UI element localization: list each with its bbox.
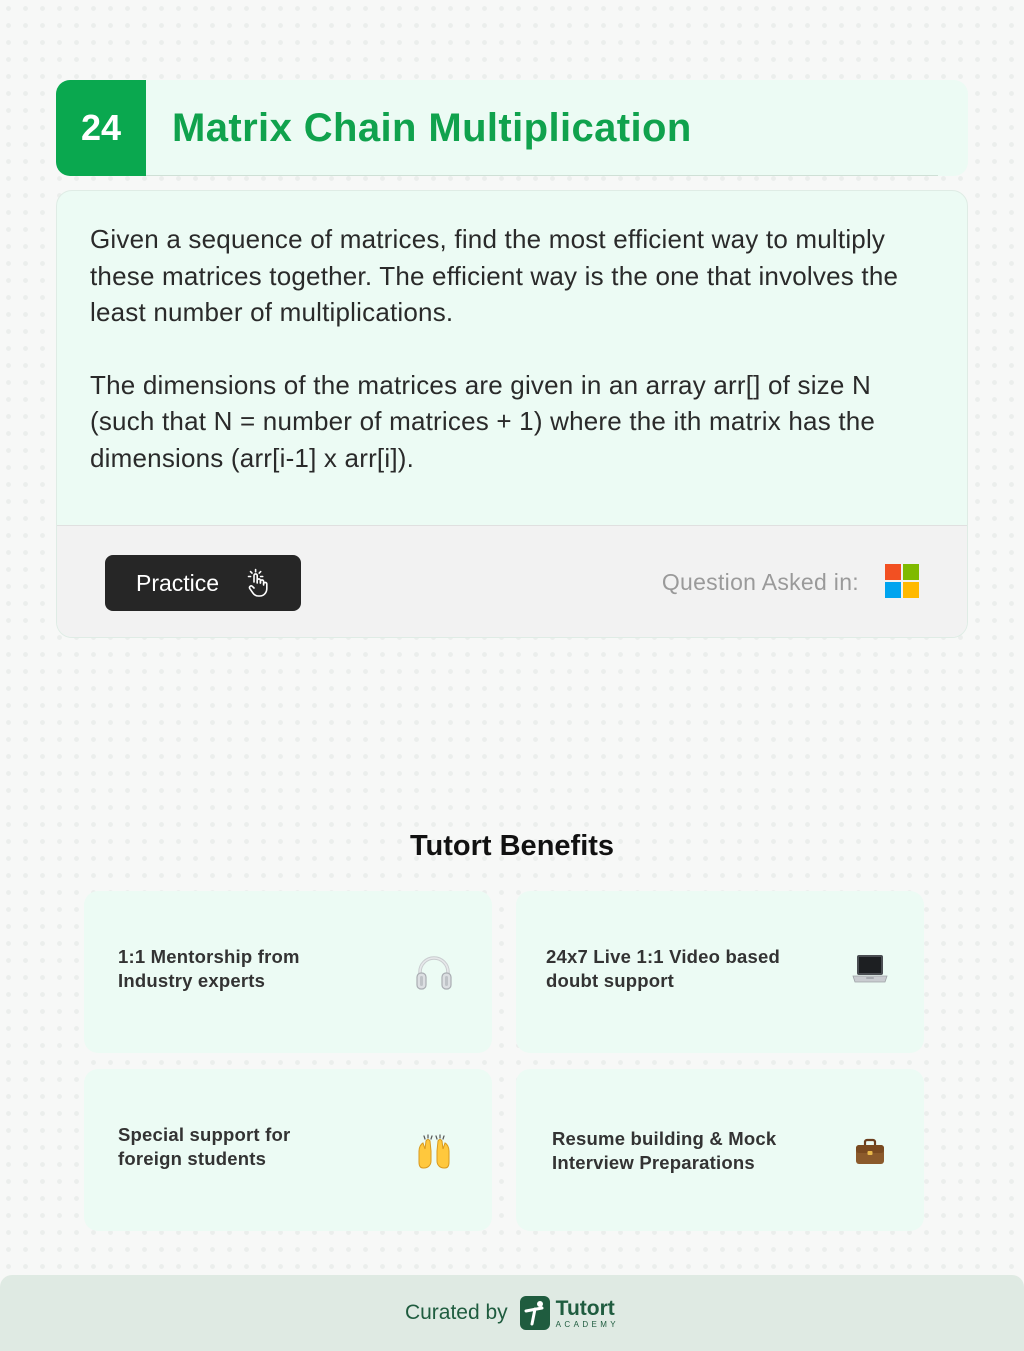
- raising-hands-icon: [414, 1133, 454, 1173]
- benefit-label: [118, 1123, 290, 1171]
- problem-paragraph-2: The dimensions of the matrices are given in an array arr[] of size N (such that N = number of matrices + 1) where the ith matrix has the dimensions (arr[i-1] x arr[i]).: [90, 369, 876, 473]
- benefit-label-line: Resume building & Mock: [552, 1128, 777, 1149]
- benefit-label-line: Special support for: [118, 1124, 291, 1145]
- problem-card: [56, 190, 968, 638]
- microsoft-logo-yellow: [903, 582, 919, 598]
- microsoft-logo-blue: [885, 582, 901, 598]
- practice-button[interactable]: [105, 555, 301, 611]
- practice-button-label: Practice: [136, 569, 220, 596]
- problem-paragraph-1: Given a sequence of matrices, find the most efficient way to multiply these matrices together. The efficient way is the one that involves the least number of multiplications.: [90, 224, 899, 327]
- benefit-card-resume-building: [516, 1069, 924, 1231]
- benefit-label: [552, 1127, 776, 1175]
- benefit-label-line: foreign students: [118, 1148, 267, 1169]
- problem-card-footer: [57, 525, 967, 637]
- benefit-label-line: Interview Preparations: [552, 1152, 755, 1173]
- benefit-label: [118, 945, 300, 993]
- tutort-brand: [556, 1298, 619, 1329]
- curated-label: Curated by: [404, 1301, 508, 1324]
- problem-header: [56, 80, 968, 176]
- laptop-icon: [850, 949, 890, 989]
- question-asked-label: Question Asked in:: [661, 568, 859, 595]
- brand-subtitle: ACADEMY: [555, 1319, 620, 1329]
- benefits-title: Tutort Benefits: [409, 830, 615, 862]
- problem-description: [90, 221, 940, 476]
- headphones-icon: [414, 953, 454, 993]
- microsoft-logo-red: [885, 564, 901, 580]
- benefit-label-line: 24x7 Live 1:1 Video based: [546, 946, 780, 967]
- benefit-card-mentorship: [84, 891, 492, 1053]
- benefit-card-foreign-support: [84, 1069, 492, 1231]
- problem-number: 24: [56, 80, 146, 176]
- header-divider: [146, 175, 938, 176]
- benefit-label: [546, 945, 780, 993]
- curated-footer: [0, 1275, 1024, 1351]
- microsoft-logo-green: [903, 564, 919, 580]
- brand-name: Tutort: [555, 1296, 615, 1320]
- benefit-label-line: Industry experts: [118, 970, 266, 991]
- tutort-logo-icon: [520, 1296, 550, 1330]
- hand-pointer-icon: [245, 568, 271, 598]
- benefit-card-doubt-support: [516, 891, 924, 1053]
- benefit-label-line: 1:1 Mentorship from: [118, 946, 300, 967]
- briefcase-icon: [850, 1133, 890, 1173]
- microsoft-logo: [885, 564, 919, 598]
- benefit-label-line: doubt support: [546, 970, 674, 991]
- problem-title: Matrix Chain Multiplication: [172, 105, 692, 150]
